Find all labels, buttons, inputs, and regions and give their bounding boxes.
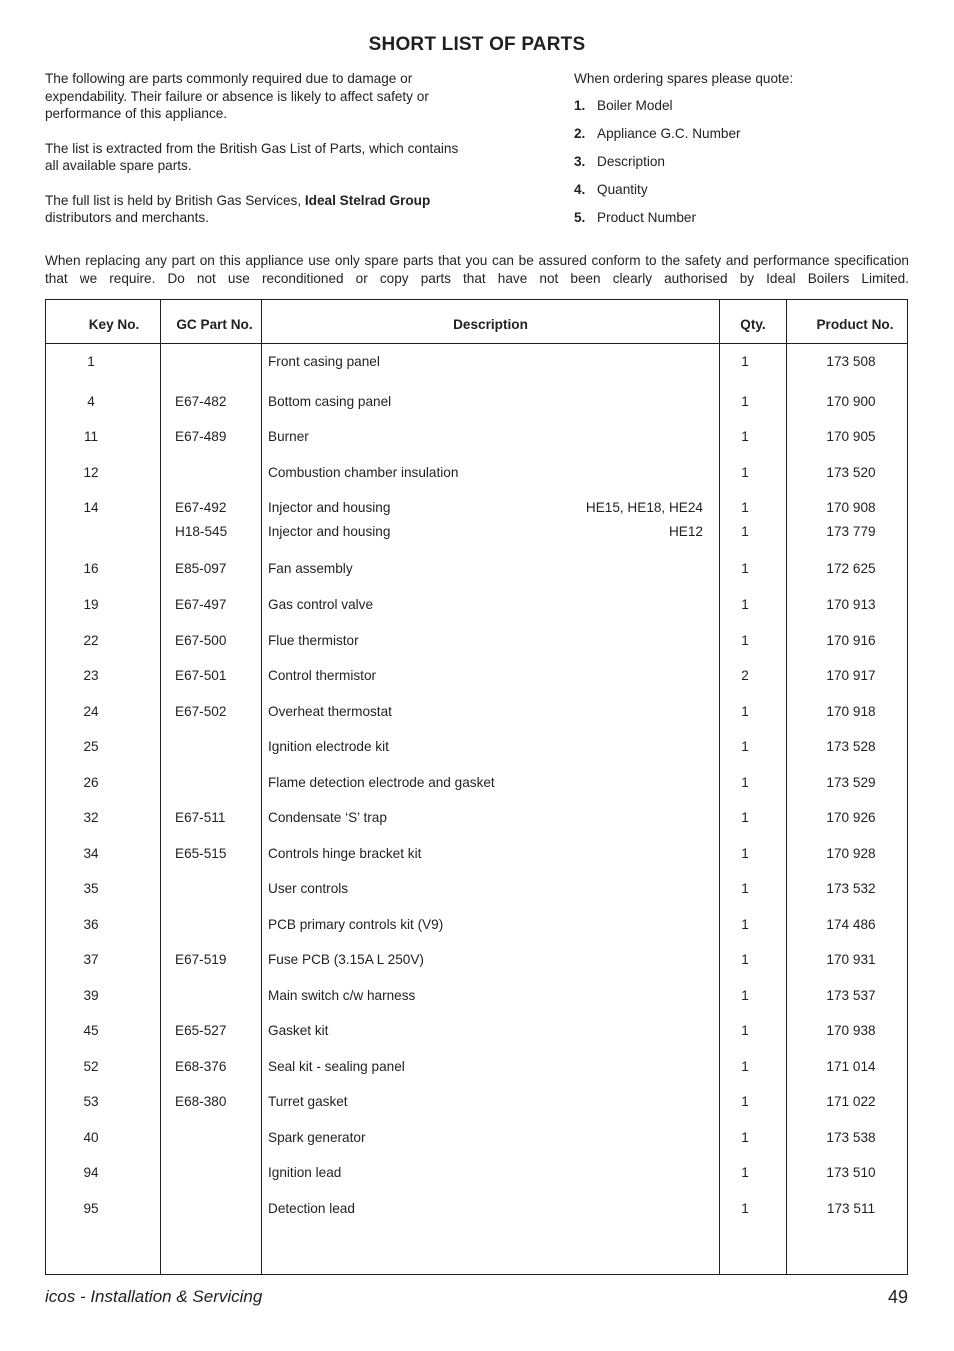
qty-cell: 1	[741, 561, 749, 576]
description-cell: Seal kit - sealing panel	[268, 1059, 405, 1074]
gc-part-no-cell: E65-527	[175, 1023, 227, 1038]
description-cell: Controls hinge bracket kit	[268, 846, 422, 861]
table-row	[46, 810, 907, 830]
table-row	[46, 1059, 907, 1079]
description-cell: Ignition electrode kit	[268, 739, 389, 754]
qty-cell: 1	[741, 810, 749, 825]
key-no-cell: 4	[87, 394, 95, 409]
ordering-item	[574, 209, 914, 237]
key-no-cell: 45	[83, 1023, 99, 1038]
table-row	[46, 881, 907, 901]
qty-cell: 1	[741, 1201, 749, 1216]
table-row	[46, 1165, 907, 1185]
table-row	[46, 952, 907, 972]
key-no-cell: 34	[83, 846, 99, 861]
product-no-cell: 173 520	[826, 465, 876, 480]
ordering-item	[574, 181, 914, 209]
ordering-item-label: Boiler Model	[597, 97, 673, 113]
qty-cell: 1	[741, 704, 749, 719]
header-key-no: Key No.	[88, 317, 140, 332]
product-no-cell: 170 931	[826, 952, 876, 967]
qty-cell: 1	[741, 465, 749, 480]
gc-part-no-cell: E85-097	[175, 561, 227, 576]
model-cell: HE12	[668, 524, 703, 539]
qty-cell: 1	[741, 775, 749, 790]
product-no-cell: 171 014	[826, 1059, 876, 1074]
key-no-cell: 35	[83, 881, 99, 896]
product-no-cell: 170 908	[826, 500, 876, 515]
gc-part-no-cell: E67-492	[175, 500, 227, 515]
qty-cell: 1	[741, 1094, 749, 1109]
product-no-cell: 173 532	[826, 881, 876, 896]
key-no-cell: 32	[83, 810, 99, 825]
description-cell: Control thermistor	[268, 668, 377, 683]
product-no-cell: 170 917	[826, 668, 876, 683]
table-row	[46, 1201, 907, 1221]
description-cell: Fan assembly	[268, 561, 353, 576]
notice-line-2: that we require. Do not use reconditioned or copy parts that have not been clearly authorised by Ideal Boilers Limited.	[45, 270, 909, 286]
intro-text	[45, 70, 475, 244]
table-row	[46, 1023, 907, 1043]
intro-paragraph-3	[45, 192, 475, 227]
table-row	[46, 1130, 907, 1150]
ordering-item-number: 5.	[574, 209, 586, 225]
key-no-cell: 16	[83, 561, 99, 576]
ordering-item	[574, 97, 914, 125]
product-no-cell: 170 900	[826, 394, 876, 409]
key-no-cell: 12	[83, 465, 99, 480]
qty-cell: 1	[741, 1059, 749, 1074]
product-no-cell: 170 938	[826, 1023, 876, 1038]
key-no-cell: 11	[83, 429, 99, 444]
intro-p3-company: Ideal Stelrad Group	[304, 192, 431, 208]
header-qty: Qty.	[740, 317, 766, 332]
qty-cell: 1	[741, 597, 749, 612]
qty-cell: 1	[741, 881, 749, 896]
ordering-lead: When ordering spares please quote:	[574, 71, 794, 86]
table-row	[46, 597, 907, 617]
product-no-cell: 174 486	[826, 917, 876, 932]
page-number: 49	[887, 1287, 908, 1307]
description-cell: Bottom casing panel	[268, 394, 392, 409]
product-no-cell: 173 508	[826, 354, 876, 369]
header-gc-part-no: GC Part No.	[176, 317, 253, 332]
product-no-cell: 170 926	[826, 810, 876, 825]
qty-cell: 1	[741, 633, 749, 648]
key-no-cell: 94	[83, 1165, 99, 1180]
key-no-cell: 36	[83, 917, 99, 932]
table-row	[46, 394, 907, 414]
qty-cell: 1	[741, 500, 749, 515]
key-no-cell: 19	[83, 597, 99, 612]
qty-cell: 2	[741, 668, 749, 683]
gc-part-no-cell: E67-497	[175, 597, 227, 612]
qty-cell: 1	[741, 917, 749, 932]
ordering-item-number: 4.	[574, 181, 586, 197]
ordering-instructions	[574, 70, 914, 237]
description-cell: User controls	[268, 881, 349, 896]
gc-part-no-cell: E67-502	[175, 704, 227, 719]
key-no-cell: 40	[83, 1130, 99, 1145]
qty-cell: 1	[741, 1023, 749, 1038]
description-cell: Spark generator	[268, 1130, 366, 1145]
key-no-cell: 25	[83, 739, 99, 754]
table-row	[46, 668, 907, 688]
key-no-cell: 53	[83, 1094, 99, 1109]
qty-cell: 1	[741, 988, 749, 1003]
gc-part-no-cell: E67-501	[175, 668, 227, 683]
product-no-cell: 170 916	[826, 633, 876, 648]
spare-parts-notice	[45, 252, 909, 287]
table-row	[46, 775, 907, 795]
product-no-cell: 173 510	[826, 1165, 876, 1180]
ordering-item-number: 1.	[574, 97, 586, 113]
gc-part-no-cell: E67-500	[175, 633, 227, 648]
key-no-cell: 1	[87, 354, 95, 369]
qty-cell: 1	[741, 952, 749, 967]
key-no-cell: 52	[83, 1059, 99, 1074]
table-row	[46, 354, 907, 374]
parts-table	[45, 299, 908, 1275]
product-no-cell: 173 529	[826, 775, 876, 790]
notice-line-1: When replacing any part on this appliance use only spare parts that you can be assured conform to the safety and performance specification	[45, 253, 909, 268]
gc-part-no-cell: E65-515	[175, 846, 227, 861]
product-no-cell: 171 022	[826, 1094, 876, 1109]
ordering-item-number: 3.	[574, 153, 586, 169]
header-divider	[46, 343, 907, 344]
key-no-cell: 14	[83, 500, 99, 515]
qty-cell: 1	[741, 739, 749, 754]
description-cell: Injector and housing	[268, 500, 391, 515]
gc-part-no-cell: E67-511	[175, 810, 226, 825]
ordering-item-number: 2.	[574, 125, 586, 141]
qty-cell: 1	[741, 429, 749, 444]
description-cell: Ignition lead	[268, 1165, 342, 1180]
ordering-item-label: Quantity	[597, 181, 648, 197]
gc-part-no-cell: E68-380	[175, 1094, 227, 1109]
gc-part-no-cell: E68-376	[175, 1059, 227, 1074]
description-cell: Overheat thermostat	[268, 704, 392, 719]
table-row	[46, 429, 907, 449]
table-row	[46, 633, 907, 653]
intro-paragraph-1: The following are parts commonly required due to damage or expendability. Their failure or absence is likely to affect safety or performance of this appliance.	[45, 71, 429, 121]
ordering-list	[574, 97, 914, 237]
page-title: SHORT LIST OF PARTS	[368, 34, 586, 55]
key-no-cell: 37	[83, 952, 99, 967]
table-row	[46, 917, 907, 937]
description-cell: Main switch c/w harness	[268, 988, 416, 1003]
qty-cell: 1	[741, 1130, 749, 1145]
description-cell: Turret gasket	[268, 1094, 348, 1109]
key-no-cell: 22	[83, 633, 99, 648]
intro-paragraph-2: The list is extracted from the British Gas List of Parts, which contains all available spare parts.	[45, 140, 459, 173]
description-cell: Gasket kit	[268, 1023, 329, 1038]
gc-part-no-cell: H18-545	[175, 524, 228, 539]
product-no-cell: 173 538	[826, 1130, 876, 1145]
description-cell: Injector and housing	[268, 524, 391, 539]
table-row	[46, 561, 907, 581]
description-cell: Gas control valve	[268, 597, 374, 612]
ordering-item-label: Product Number	[597, 209, 696, 225]
description-cell: Condensate ‘S’ trap	[268, 810, 387, 825]
table-row	[46, 988, 907, 1008]
key-no-cell: 23	[83, 668, 99, 683]
description-cell: Fuse PCB (3.15A L 250V)	[268, 952, 424, 967]
key-no-cell: 26	[83, 775, 99, 790]
key-no-cell: 95	[83, 1201, 99, 1216]
key-no-cell: 39	[83, 988, 99, 1003]
gc-part-no-cell: E67-489	[175, 429, 227, 444]
gc-part-no-cell: E67-519	[175, 952, 227, 967]
description-cell: Front casing panel	[268, 354, 380, 369]
description-cell: Burner	[268, 429, 309, 444]
ordering-item	[574, 125, 914, 153]
product-no-cell: 170 913	[826, 597, 876, 612]
qty-cell: 1	[741, 354, 749, 369]
table-row	[46, 739, 907, 759]
gc-part-no-cell: E67-482	[175, 394, 227, 409]
table-row	[46, 846, 907, 866]
product-no-cell: 173 528	[826, 739, 876, 754]
table-row	[46, 704, 907, 724]
intro-p3-end: distributors and merchants.	[45, 210, 209, 225]
table-row	[46, 1094, 907, 1114]
qty-cell: 1	[741, 1165, 749, 1180]
product-no-cell: 173 779	[826, 524, 876, 539]
header-description: Description	[453, 317, 528, 332]
description-cell: Flue thermistor	[268, 633, 359, 648]
description-cell: PCB primary controls kit (V9)	[268, 917, 444, 932]
ordering-item-label: Appliance G.C. Number	[597, 125, 741, 141]
header-product-no: Product No.	[816, 317, 894, 332]
ordering-item-label: Description	[597, 153, 665, 169]
ordering-item	[574, 153, 914, 181]
qty-cell: 1	[741, 846, 749, 861]
product-no-cell: 173 511	[826, 1201, 876, 1216]
description-cell: Detection lead	[268, 1201, 355, 1216]
table-row	[46, 465, 907, 485]
model-cell: HE15, HE18, HE24	[585, 500, 703, 515]
product-no-cell: 170 918	[826, 704, 876, 719]
table-row	[46, 500, 907, 520]
description-cell: Flame detection electrode and gasket	[268, 775, 495, 790]
product-no-cell: 172 625	[826, 561, 876, 576]
qty-cell: 1	[741, 394, 749, 409]
description-cell: Combustion chamber insulation	[268, 465, 459, 480]
product-no-cell: 173 537	[826, 988, 876, 1003]
footer-document-title: icos - Installation & Servicing	[45, 1287, 263, 1306]
product-no-cell: 170 928	[826, 846, 876, 861]
key-no-cell: 24	[83, 704, 99, 719]
table-row	[46, 524, 907, 544]
product-no-cell: 170 905	[826, 429, 876, 444]
intro-p3-start: The full list is held by British Gas Services,	[45, 192, 305, 208]
qty-cell: 1	[741, 524, 749, 539]
